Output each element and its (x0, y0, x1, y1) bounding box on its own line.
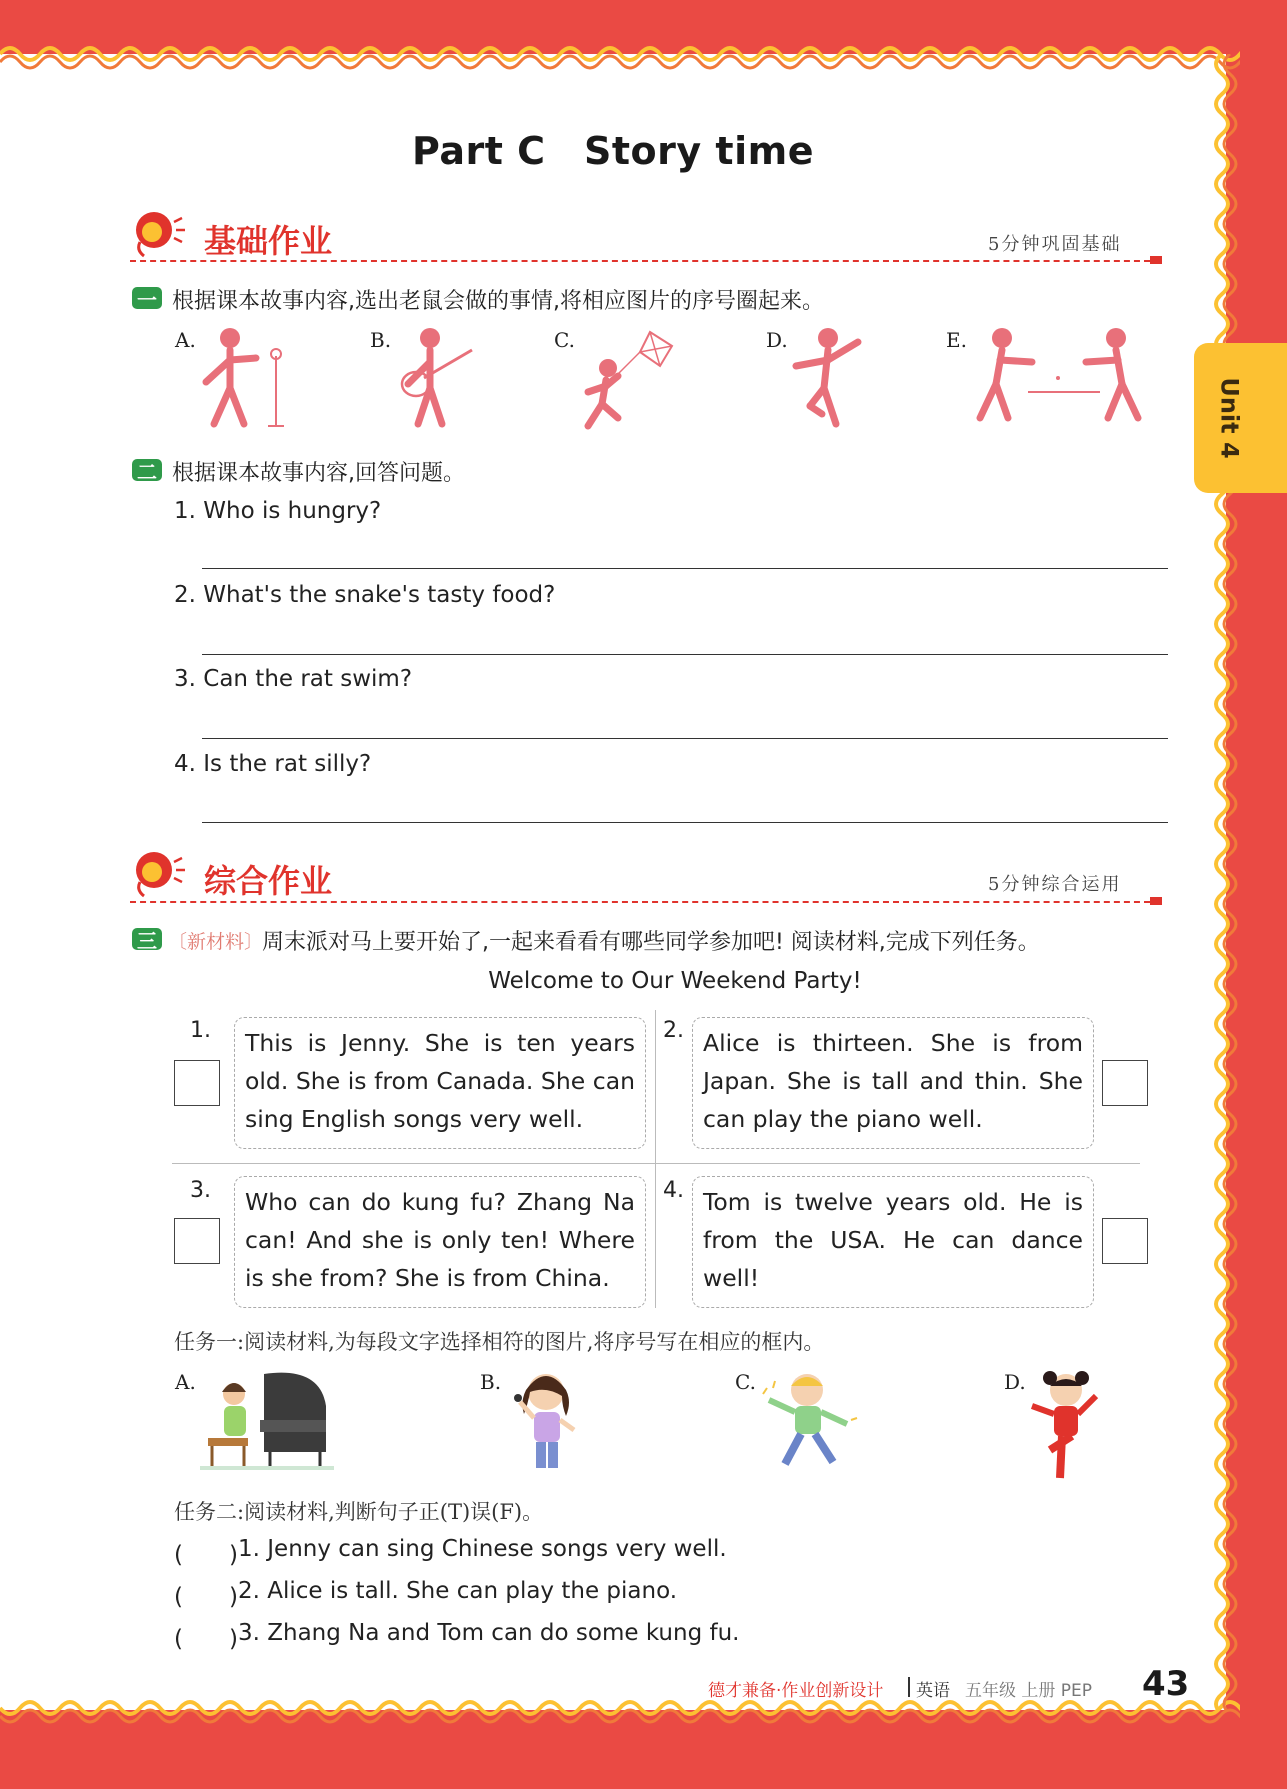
question-3-prompt: 周末派对马上要开始了,一起来看看有哪些同学参加吧! 阅读材料,完成下列任务。 (262, 930, 1040, 955)
question-badge-text: 二 (137, 460, 157, 484)
answer-box-1[interactable] (174, 1060, 220, 1106)
singing-girl-icon[interactable] (500, 1366, 590, 1476)
unit-side-tab (1194, 343, 1287, 493)
footer-subject: 英语 (916, 1681, 950, 1701)
picture-label-a: A. (175, 1370, 196, 1394)
judge-paren-1[interactable]: ( ) (174, 1542, 238, 1568)
answer-question-3: 3. Can the rat swim? (174, 666, 413, 692)
reading-card-3: Who can do kung fu? Zhang Na can! And she is only ten! Where is she from? She is from China. (234, 1176, 646, 1308)
option-label-a: A. (175, 328, 196, 352)
top-wave-border (0, 40, 1240, 74)
answer-question-2: 2. What's the snake's tasty food? (174, 582, 556, 608)
unit-tab-label: Unit 4 (1216, 377, 1245, 459)
footer-separator (908, 1677, 910, 1697)
kite-figure-icon[interactable] (580, 326, 690, 430)
section-heading-basic: 基础作业 (204, 222, 333, 260)
party-subtitle: Welcome to Our Weekend Party! (488, 968, 862, 994)
dancing-figure-icon[interactable] (788, 326, 872, 430)
card-grid-divider-v (655, 1010, 656, 1308)
section-note-comprehensive: 5分钟综合运用 (988, 874, 1122, 895)
answer-question-1: 1. Who is hungry? (174, 498, 382, 524)
question-2-prompt: 根据课本故事内容,回答问题。 (172, 461, 465, 486)
section-note-basic: 5分钟巩固基础 (988, 234, 1122, 255)
card-number-1: 1. (190, 1018, 211, 1043)
task-1-instruction: 任务一:阅读材料,为每段文字选择相符的图片,将序号写在相应的框内。 (174, 1330, 825, 1354)
card-number-4: 4. (663, 1178, 684, 1203)
section-divider (130, 901, 1150, 903)
answer-line-2[interactable] (202, 654, 1168, 655)
option-label-d: D. (766, 328, 788, 352)
option-label-b: B. (370, 328, 392, 352)
new-material-tag: 〔新材料〕 (168, 931, 264, 953)
task-2-instruction: 任务二:阅读材料,判断句子正(T)误(F)。 (174, 1500, 544, 1524)
divider-end-mark (1150, 256, 1162, 264)
picture-label-c: C. (735, 1370, 756, 1394)
picture-label-d: D. (1004, 1370, 1026, 1394)
judge-paren-3[interactable]: ( ) (174, 1626, 238, 1652)
answer-box-4[interactable] (1102, 1218, 1148, 1264)
judge-sentence-2: 2. Alice is tall. She can play the piano. (238, 1578, 678, 1604)
kung-fu-girl-icon[interactable] (1020, 1366, 1110, 1482)
lamp-icon (130, 208, 188, 258)
right-wave-border (1208, 54, 1245, 1710)
reading-card-4: Tom is twelve years old. He is from the USA. He can dance well! (692, 1176, 1094, 1308)
option-label-e: E. (946, 328, 967, 352)
reading-card-2: Alice is thirteen. She is from Japan. She is tall and thin. She can play the piano well. (692, 1017, 1094, 1149)
bottom-wave-border (0, 1696, 1240, 1730)
divider-end-mark (1150, 897, 1162, 905)
piano-girl-icon[interactable] (200, 1366, 334, 1470)
judge-sentence-1: 1. Jenny can sing Chinese songs very well. (238, 1536, 727, 1562)
judge-sentence-3: 3. Zhang Na and Tom can do some kung fu. (238, 1620, 740, 1646)
question-1-prompt: 根据课本故事内容,选出老鼠会做的事情,将相应图片的序号圈起来。 (172, 289, 824, 314)
question-badge-text: 一 (137, 288, 157, 312)
picture-label-b: B. (480, 1370, 502, 1394)
answer-box-2[interactable] (1102, 1060, 1148, 1106)
option-label-c: C. (554, 328, 575, 352)
singing-figure-icon[interactable] (198, 326, 290, 430)
answer-line-1[interactable] (202, 568, 1168, 569)
card-number-3: 3. (190, 1178, 211, 1203)
section-divider (130, 260, 1150, 262)
card-grid-divider-h (172, 1163, 1140, 1164)
answer-question-4: 4. Is the rat silly? (174, 751, 372, 777)
answer-line-3[interactable] (202, 738, 1168, 739)
card-number-2: 2. (663, 1018, 684, 1043)
reading-card-1: This is Jenny. She is ten years old. She is from Canada. She can sing English songs very well. (234, 1017, 646, 1149)
dancing-boy-icon[interactable] (755, 1366, 865, 1476)
footer-grade-info: 五年级 上册 PEP (965, 1681, 1093, 1701)
lamp-icon (130, 848, 188, 898)
footer-brand: 德才兼备·作业创新设计 (708, 1681, 884, 1701)
ping-pong-figures-icon[interactable] (972, 326, 1148, 430)
judge-paren-2[interactable]: ( ) (174, 1584, 238, 1610)
answer-line-4[interactable] (202, 822, 1168, 823)
page-number: 43 (1142, 1664, 1190, 1704)
page-title: Part C Story time (412, 129, 814, 173)
question-badge-text: 三 (137, 929, 157, 953)
answer-box-3[interactable] (174, 1218, 220, 1264)
section-heading-comprehensive: 综合作业 (204, 862, 333, 900)
guitar-figure-icon[interactable] (394, 326, 478, 430)
